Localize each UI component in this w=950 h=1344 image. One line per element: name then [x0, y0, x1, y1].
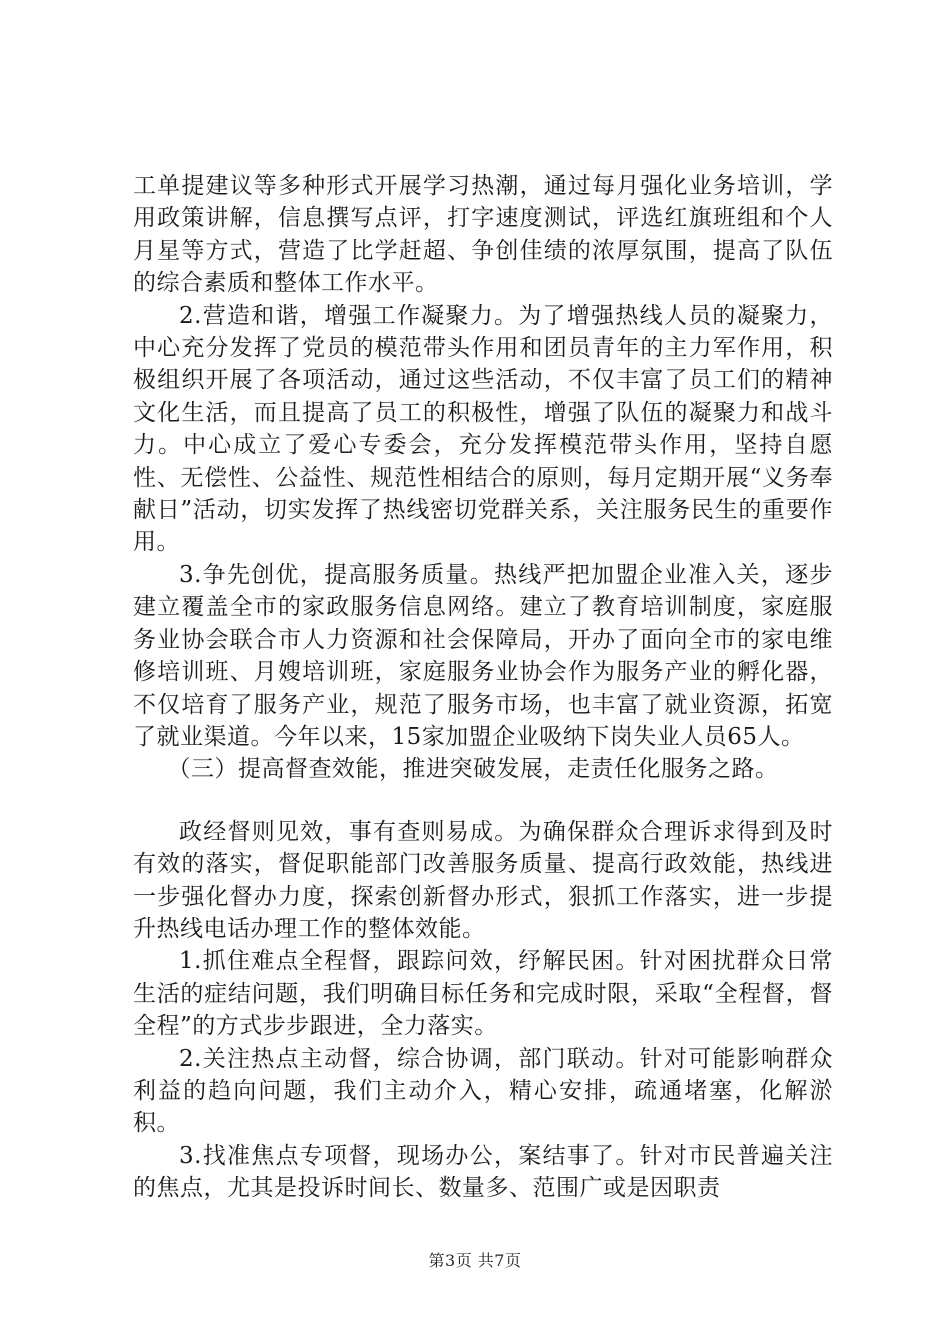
paragraph-item-3-service-quality: 3.争先创优，提高服务质量。热线严把加盟企业准入关，逐步建立覆盖全市的家政服务信息网络。建立了教育培训制度，家庭服务业协会联合市人力资源和社会保障局，开办了面向全市的家电维修培训班、月嫂培训班，家庭服务业协会作为服务产业的孵化器，不仅培育了服务产业，规范了服务市场，也丰富了就业资源，拓宽了就业渠道。今年以来，15家加盟企业吸纳下岗失业人员65人。	[133, 561, 833, 750]
paragraph-item-2-cohesion: 2.营造和谐，增强工作凝聚力。为了增强热线人员的凝聚力，中心充分发挥了党员的模范带头作用和团员青年的主力军作用，积极组织开展了各项活动，通过这些活动，不仅丰富了员工们的精神文化生活，而且提高了员工的积极性，增强了队伍的凝聚力和战斗力。中心成立了爱心专委会，充分发挥模范带头作用，坚持自愿性、无偿性、公益性、规范性相结合的原则，每月定期开展“义务奉献日”活动，切实发挥了热线密切党群关系，关注服务民生的重要作用。	[133, 302, 833, 556]
paragraph-item-1-difficulties: 1.抓住难点全程督，跟踪问效，纾解民困。针对困扰群众日常生活的症结问题，我们明确目标任务和完成时限，采取“全程督，督全程”的方式步步跟进，全力落实。	[133, 948, 833, 1040]
paragraph-continuation: 工单提建议等多种形式开展学习热潮，通过每月强化业务培训，学用政策讲解，信息撰写点评，打字速度测试，评选红旗班组和个人月星等方式，营造了比学赶超、争创佳绩的浓厚氛围，提高了队伍的综合素质和整体工作水平。	[133, 173, 833, 297]
document-body	[133, 170, 833, 1205]
paragraph-item-3-focus: 3.找准焦点专项督，现场办公，案结事了。针对市民普遍关注的焦点，尤其是投诉时间长、数量多、范围广或是因职责	[133, 1142, 833, 1202]
paragraph-gap	[133, 786, 833, 816]
paragraph-supervision-intro: 政经督则见效，事有查则易成。为确保群众合理诉求得到及时有效的落实，督促职能部门改善服务质量、提高行政效能，热线进一步强化督办力度，探索创新督办形式，狠抓工作落实，进一步提升热线电话办理工作的整体效能。	[133, 818, 833, 942]
page-number-footer: 第3页 共7页	[428, 1251, 522, 1270]
paragraph-item-2-hotspots: 2.关注热点主动督，综合协调，部门联动。针对可能影响群众利益的趋向问题，我们主动介入，精心安排，疏通堵塞，化解淤积。	[133, 1045, 833, 1137]
section-heading-3: （三）提高督查效能，推进突破发展，走责任化服务之路。	[167, 756, 779, 783]
